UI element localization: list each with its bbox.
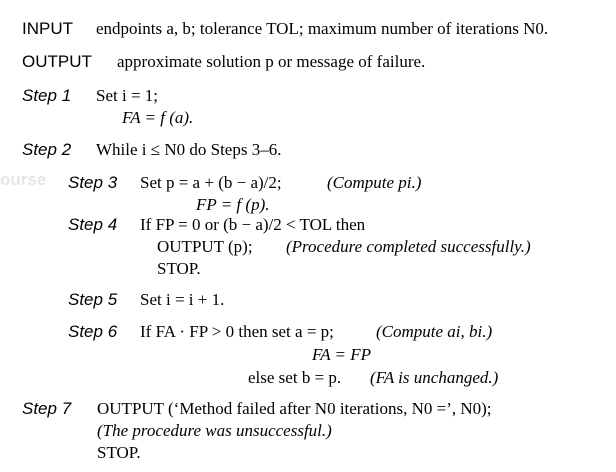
step-2-line-1: While i ≤ N0 do Steps 3–6. <box>96 140 282 159</box>
step-5-label: Step 5 <box>68 290 118 309</box>
step-3-line-1: Set p = a + (b − a)/2; <box>140 173 282 192</box>
step-7-line-2: (The procedure was unsuccessful.) <box>97 421 332 440</box>
input-text: endpoints a, b; tolerance TOL; maximum number of iterations N0. <box>96 19 549 38</box>
step-4-line-2: OUTPUT (p); <box>157 237 253 256</box>
step-3-label: Step 3 <box>68 173 118 192</box>
watermark-text: ourse <box>0 170 47 189</box>
step-6-line-2: FA = FP <box>312 345 372 364</box>
step-6-comment-3: (FA is unchanged.) <box>370 368 499 387</box>
step-2-label: Step 2 <box>22 140 72 159</box>
step-4-label: Step 4 <box>68 215 118 234</box>
step-4-line-1: If FP = 0 or (b − a)/2 < TOL then <box>140 215 366 234</box>
step-4-comment-2: (Procedure completed successfully.) <box>286 237 531 256</box>
step-1-line-2: FA = f (a). <box>122 108 194 127</box>
step-7-line-1: OUTPUT (‘Method failed after N0 iterations, N0 =’, N0); <box>97 399 492 418</box>
step-3-comment-1: (Compute pi.) <box>327 173 422 192</box>
step-6-comment-1: (Compute ai, bi.) <box>376 322 493 341</box>
step-1-line-1: Set i = 1; <box>96 86 159 105</box>
input-keyword: INPUT <box>22 19 73 38</box>
step-1-label: Step 1 <box>22 86 72 105</box>
step-6-line-1: If FA · FP > 0 then set a = p; <box>140 322 334 341</box>
output-text: approximate solution p or message of failure. <box>117 52 426 71</box>
step-7-label: Step 7 <box>22 399 72 418</box>
step-4-line-3: STOP. <box>157 259 201 278</box>
step-3-line-2: FP = f (p). <box>196 195 270 214</box>
step-6-line-3: else set b = p. <box>248 368 342 387</box>
step-7-line-3: STOP. <box>97 443 141 462</box>
step-5-line-1: Set i = i + 1. <box>140 290 225 309</box>
step-6-label: Step 6 <box>68 322 118 341</box>
output-keyword: OUTPUT <box>22 52 92 71</box>
